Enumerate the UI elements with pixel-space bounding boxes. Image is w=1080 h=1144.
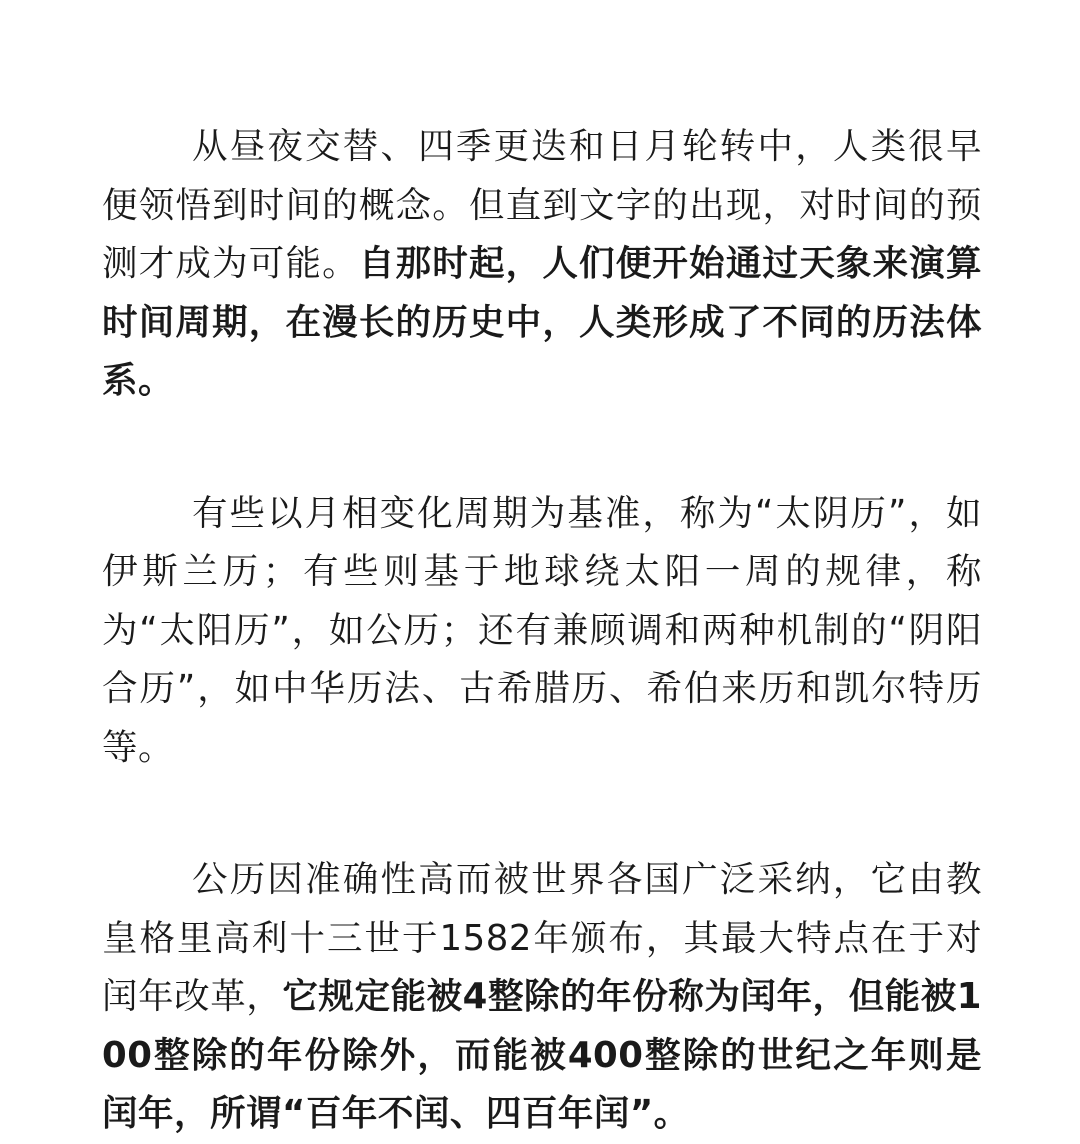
paragraph-1-highlight-text: 自那时起，人们便开始通过天象来演算时间周期，在漫长的历史中，人类形成了不同的历法体系。 bbox=[102, 243, 982, 401]
paragraph-calendar-types bbox=[102, 485, 982, 778]
article-body bbox=[102, 118, 982, 1144]
paragraph-2-text: 有些以月相变化周期为基准，称为“太阴历”，如伊斯兰历；有些则基于地球绕太阳一周的规律，称为“太阳历”，如公历；还有兼顾调和两种机制的“阴阳合历”，如中华历法、古希腊历、希伯来历和凯尔特历等。 bbox=[102, 492, 982, 768]
paragraph-gregorian-calendar bbox=[102, 851, 982, 1144]
paragraph-1-intro-text: 从昼夜交替、四季更迭和日月轮转中，人类很早便领悟到时间的概念。但直到文字的出现，对时间的预测才成为可能。 bbox=[102, 126, 982, 284]
paragraph-3-intro-text: 公历因准确性高而被世界各国广泛采纳，它由教皇格里高利十三世于1582年颁布，其最大特点在于对闰年改革， bbox=[102, 859, 982, 1017]
paragraph-3-leap-year-rule: 它规定能被4整除的年份称为闰年，但能被100整除的年份除外，而能被400整除的世纪之年则是闰年，所谓“百年不闰、四百年闰”。 bbox=[102, 976, 982, 1134]
paragraph-time-concept bbox=[102, 118, 982, 411]
